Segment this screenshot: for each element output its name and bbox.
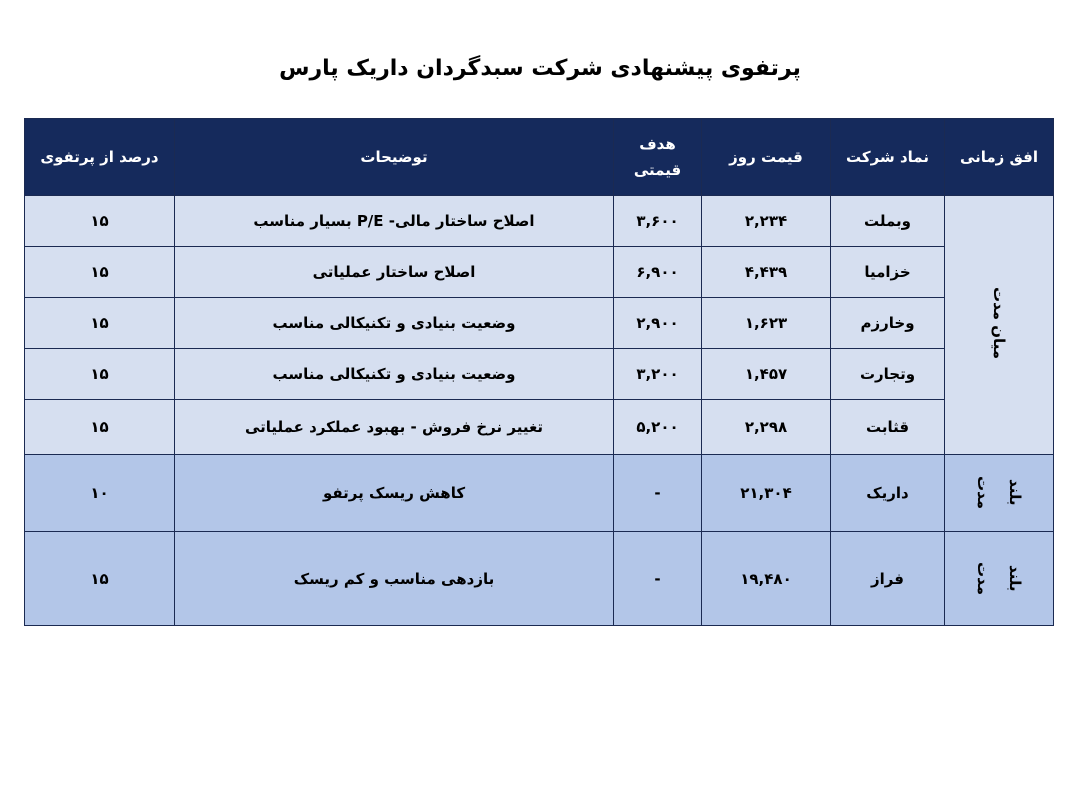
horizon-mid-term — [945, 196, 1054, 455]
horizon-long-term — [945, 455, 1054, 532]
cell-weight: ۱۰ — [25, 455, 175, 532]
horizon-mid-term-label: میان مدت — [990, 286, 1008, 360]
cell-price: ۴,۴۳۹ — [702, 247, 831, 298]
cell-price: ۲,۲۹۸ — [702, 400, 831, 455]
header-price: قیمت روز — [702, 119, 831, 196]
horizon-long-term-word1: بلند — [1006, 564, 1024, 592]
cell-weight: ۱۵ — [25, 532, 175, 626]
cell-weight: ۱۵ — [25, 400, 175, 455]
cell-price: ۲,۲۳۴ — [702, 196, 831, 247]
cell-symbol: قثابت — [831, 400, 945, 455]
header-description: توضیحات — [175, 119, 614, 196]
cell-weight: ۱۵ — [25, 298, 175, 349]
portfolio-table — [24, 118, 1054, 626]
cell-target: ۳,۲۰۰ — [614, 349, 702, 400]
cell-target: - — [614, 532, 702, 626]
cell-symbol: فراز — [831, 532, 945, 626]
header-symbol: نماد شرکت — [831, 119, 945, 196]
cell-price: ۱,۴۵۷ — [702, 349, 831, 400]
header-weight: درصد از پرتفوی — [25, 119, 175, 196]
cell-symbol: خزامیا — [831, 247, 945, 298]
table-row — [25, 298, 1054, 349]
page-title: پرتفوی پیشنهادی شرکت سبدگردان داریک پارس — [279, 56, 801, 81]
horizon-long-term-word1: بلند — [1006, 479, 1024, 506]
cell-target: ۶,۹۰۰ — [614, 247, 702, 298]
cell-symbol: وبملت — [831, 196, 945, 247]
cell-description: تغییر نرخ فروش - بهبود عملکرد عملیاتی — [175, 400, 614, 455]
header-target — [614, 119, 702, 196]
table-row — [25, 196, 1054, 247]
table-row — [25, 400, 1054, 455]
cell-price: ۱۹,۴۸۰ — [702, 532, 831, 626]
cell-target: ۲,۹۰۰ — [614, 298, 702, 349]
header-target-line1: هدف — [639, 135, 676, 153]
cell-price: ۱,۶۲۳ — [702, 298, 831, 349]
cell-description: وضعیت بنیادی و تکنیکالی مناسب — [175, 349, 614, 400]
horizon-long-term-label — [974, 476, 1024, 509]
cell-weight: ۱۵ — [25, 196, 175, 247]
table-row — [25, 247, 1054, 298]
cell-description: وضعیت بنیادی و تکنیکالی مناسب — [175, 298, 614, 349]
cell-description: اصلاح ساختار عملیاتی — [175, 247, 614, 298]
table-row — [25, 455, 1054, 532]
header-horizon: افق زمانی — [945, 119, 1054, 196]
cell-description: اصلاح ساختار مالی- P/E بسیار مناسب — [175, 196, 614, 247]
cell-description: بازدهی مناسب و کم ریسک — [175, 532, 614, 626]
horizon-long-term-word2: مدت — [974, 561, 992, 595]
horizon-long-term-label — [974, 562, 1024, 595]
cell-symbol: وتجارت — [831, 349, 945, 400]
cell-symbol: داریک — [831, 455, 945, 532]
cell-target: ۵,۲۰۰ — [614, 400, 702, 455]
horizon-long-term-word2: مدت — [974, 476, 992, 510]
cell-price: ۲۱,۳۰۴ — [702, 455, 831, 532]
table-row — [25, 532, 1054, 626]
cell-weight: ۱۵ — [25, 247, 175, 298]
horizon-long-term — [945, 532, 1054, 626]
cell-target: ۳,۶۰۰ — [614, 196, 702, 247]
table-row — [25, 349, 1054, 400]
cell-symbol: وخارزم — [831, 298, 945, 349]
cell-description: کاهش ریسک پرتفو — [175, 455, 614, 532]
cell-target: - — [614, 455, 702, 532]
cell-weight: ۱۵ — [25, 349, 175, 400]
header-target-line2: قیمتی — [633, 161, 682, 179]
table-header-row — [25, 119, 1054, 196]
